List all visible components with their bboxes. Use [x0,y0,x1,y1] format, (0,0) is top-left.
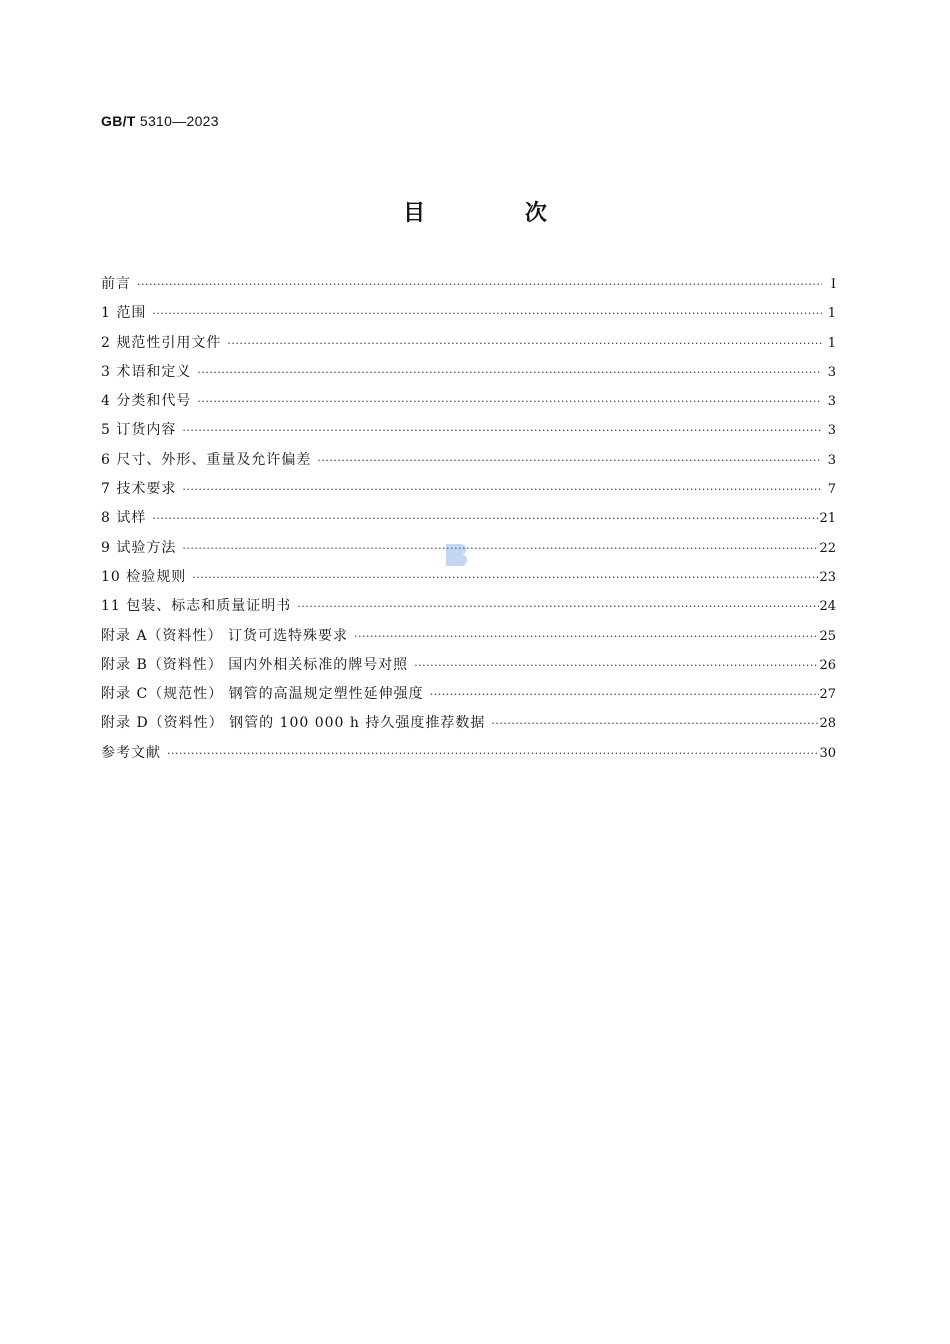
toc-entry-label: 1 范围 [101,305,147,322]
toc-entry-normative-references[interactable] [101,332,836,361]
toc-entry-label: 6 尺寸、外形、重量及允许偏差 [101,451,312,468]
toc-leader-dots [131,274,822,296]
toc-entry-label: 附录 D（资料性） 钢管的 100 000 h 持久强度推荐数据 [101,715,486,732]
toc-entry-page: 28 [819,716,836,732]
toc-entry-samples[interactable] [101,507,836,536]
toc-entry-test-methods[interactable] [101,537,836,566]
toc-entry-scope[interactable] [101,302,836,331]
toc-entry-page: 3 [827,452,836,468]
toc-leader-dots [311,450,822,472]
toc-leader-dots [161,743,819,765]
toc-entry-packaging[interactable] [101,595,836,624]
toc-entry-page: 7 [827,482,836,498]
toc-leader-dots [146,303,822,325]
toc-entry-page: 24 [819,599,836,615]
toc-leader-dots [424,684,820,706]
toc-leader-dots [408,655,819,677]
toc-entry-label: 参考文献 [101,744,161,761]
toc-entry-page: 27 [819,687,836,703]
toc-entry-page: Ⅰ [830,277,836,292]
toc-entry-page: 23 [819,569,836,585]
toc-entry-terms[interactable] [101,361,836,390]
toc-entry-page: 1 [827,335,836,351]
toc-entry-page: 3 [827,364,836,380]
toc-leader-dots [485,713,819,735]
toc-entry-label: 2 规范性引用文件 [101,334,222,351]
standard-prefix: GB/T [101,113,136,129]
toc-entry-page: 25 [819,628,836,644]
toc-entry-dimensions[interactable] [101,449,836,478]
watermark-logo-icon [443,542,468,567]
toc-leader-dots [191,362,822,384]
toc-entry-page: 3 [827,423,836,439]
toc-entry-label: 7 技术要求 [101,481,177,498]
toc-entry-label: 附录 B（资料性） 国内外相关标准的牌号对照 [101,656,409,673]
page-title: 目 次 [403,201,593,226]
toc-entry-bibliography[interactable] [101,742,836,771]
toc-entry-annex-d[interactable] [101,712,836,741]
toc-entry-label: 附录 A（资料性） 订货可选特殊要求 [101,627,349,644]
standard-code [101,113,219,129]
toc-leader-dots [176,538,819,560]
toc-entry-classification[interactable] [101,390,836,419]
toc-entry-page: 21 [819,511,836,527]
watermark-shape [446,544,467,566]
toc-entry-label: 5 订货内容 [101,422,177,439]
toc-entry-annex-a[interactable] [101,625,836,654]
toc-leader-dots [291,596,819,618]
toc-entry-order-content[interactable] [101,419,836,448]
toc-entry-annex-c[interactable] [101,683,836,712]
toc-leader-dots [146,508,819,530]
toc-entry-label: 11 包装、标志和质量证明书 [101,598,292,615]
toc-entry-label: 9 试验方法 [101,539,177,556]
toc-entry-page: 3 [827,394,836,410]
toc-entry-label: 前言 [101,276,131,292]
toc-leader-dots [176,420,822,442]
toc-leader-dots [221,333,822,355]
toc-entry-page: 30 [819,745,836,761]
standard-number: 5310—2023 [139,113,219,129]
toc-entry-annex-b[interactable] [101,654,836,683]
toc-entry-inspection-rules[interactable] [101,566,836,595]
toc-leader-dots [191,391,822,413]
toc-leader-dots [186,567,819,589]
toc-entry-page: 22 [819,540,836,556]
table-of-contents [101,273,836,771]
toc-entry-label: 附录 C（规范性） 钢管的高温规定塑性延伸强度 [101,686,424,703]
toc-leader-dots [176,479,822,501]
toc-entry-label: 10 检验规则 [101,568,187,585]
toc-entry-page: 26 [819,657,836,673]
toc-entry-label: 4 分类和代号 [101,393,192,410]
toc-entry-technical-requirements[interactable] [101,478,836,507]
toc-entry-label: 8 试样 [101,510,147,527]
toc-leader-dots [348,626,819,648]
toc-entry-page: 1 [827,306,836,322]
toc-entry-foreword[interactable] [101,273,836,302]
toc-entry-label: 3 术语和定义 [101,363,192,380]
